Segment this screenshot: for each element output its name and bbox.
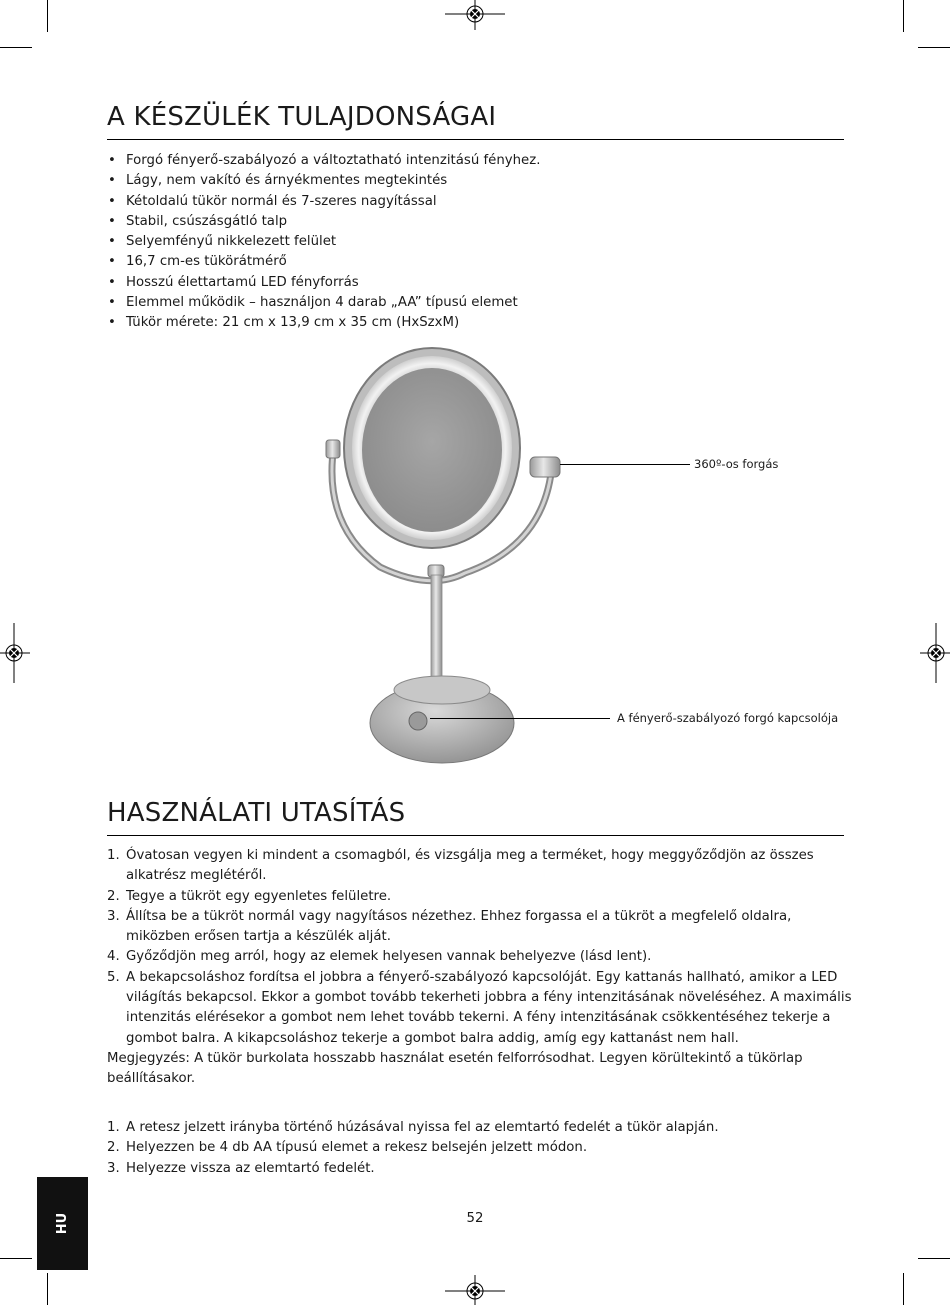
battery-step [107,1159,852,1179]
usage-step [107,947,852,967]
battery-step [107,1138,852,1158]
feature-item: • Elemmel működik – használjon 4 darab „AA” típusú elemet [107,293,540,313]
features-title: A KÉSZÜLÉK TULAJDONSÁGAI [107,102,497,132]
usage-note: Megjegyzés: A tükör burkolata hosszabb használat esetén felforrósodhat. Legyen körültekintő a tükörlap beállításakor. [107,1051,803,1087]
step-text: Győződjön meg arról, hogy az elemek helyesen vannak behelyezve (lásd lent). [126,949,652,965]
dimmer-callout-label: A fényerő-szabályozó forgó kapcsolója [617,711,839,725]
step-number: 1. [107,1120,120,1135]
battery-steps-list [107,1118,852,1179]
language-tab [37,1177,88,1270]
feature-item: • Hosszú élettartamú LED fényforrás [107,273,540,293]
dimmer-callout-line [430,718,610,719]
step-number: 1. [107,848,120,863]
feature-item: • 16,7 cm-es tükörátmérő [107,252,540,272]
usage-title: HASZNÁLATI UTASÍTÁS [107,798,406,828]
feature-item: • Lágy, nem vakító és árnyékmentes megtekintés [107,171,540,191]
step-number: 3. [107,1160,120,1176]
mirror-illustration [320,345,570,770]
step-text: A retesz jelzett irányba történő húzásával nyissa fel az elemtartó fedelét a tükör alapján. [126,1120,719,1135]
usage-steps-list [107,846,852,1049]
step-text: Tegye a tükröt egy egyenletes felületre. [126,888,392,904]
usage-step [107,907,852,948]
feature-item: • Stabil, csúszásgátló talp [107,212,540,232]
step-text: Helyezze vissza az elemtartó fedelét. [126,1160,375,1176]
usage-step [107,846,852,887]
registration-mark-bottom-icon [445,1275,505,1305]
feature-item: • Kétoldalú tükör normál és 7-szeres nagyítással [107,192,540,212]
crop-mark [0,47,32,48]
feature-item: • Forgó fényerő-szabályozó a változtatható intenzitású fényhez. [107,151,540,171]
feature-item: • Selyemfényű nikkelezett felület [107,232,540,252]
registration-mark-right-icon [920,623,950,683]
registration-mark-top-icon [445,0,505,30]
crop-mark [918,1258,950,1259]
crop-mark [47,1273,48,1305]
step-text: Helyezzen be 4 db AA típusú elemet a rekesz belsején jelzett módon. [126,1140,588,1156]
step-number: 4. [107,949,120,965]
feature-item: • Tükör mérete: 21 cm x 13,9 cm x 35 cm (HxSzxM) [107,313,540,333]
registration-mark-left-icon [0,623,30,683]
features-title-rule [107,139,844,140]
step-number: 2. [107,888,120,904]
rotation-callout-label: 360º-os forgás [694,457,779,471]
crop-mark [903,0,904,32]
step-number: 2. [107,1140,120,1156]
crop-mark [903,1273,904,1305]
usage-step [107,968,852,1049]
language-tab-label: HU [55,1212,70,1235]
battery-step [107,1118,852,1138]
crop-mark [918,47,950,48]
step-text: A bekapcsoláshoz fordítsa el jobbra a fényerő-szabályozó kapcsolóját. Egy kattanás hallható, amikor a LED világítás bekapcsol. Ekkor a gombot tovább tekerheti jobbra a fény intenzitásának növeléséhez. A maximális intenzitás elérésekor a gombot nem lehet tovább tekerni. A fény intenzitásának csökkentéséhez tekerje a gombot balra. A kikapcsoláshoz tekerje a gombot balra addig, amíg egy kattanást nem hall. [126,969,852,1046]
page-number: 52 [466,1211,484,1226]
step-number: 3. [107,908,120,924]
features-list [107,151,540,334]
rotation-callout-line [560,464,690,465]
usage-title-rule [107,835,844,836]
step-text: Óvatosan vegyen ki mindent a csomagból, és vizsgálja meg a terméket, hogy meggyőződjön az összes alkatrész meglétéről. [126,848,814,884]
crop-mark [0,1258,32,1259]
crop-mark [47,0,48,32]
usage-step [107,887,852,907]
step-text: Állítsa be a tükröt normál vagy nagyításos nézethez. Ehhez forgassa el a tükröt a megfelelő oldalra, miközben erősen tartja a készülék alját. [126,908,792,945]
step-number: 5. [107,969,120,985]
